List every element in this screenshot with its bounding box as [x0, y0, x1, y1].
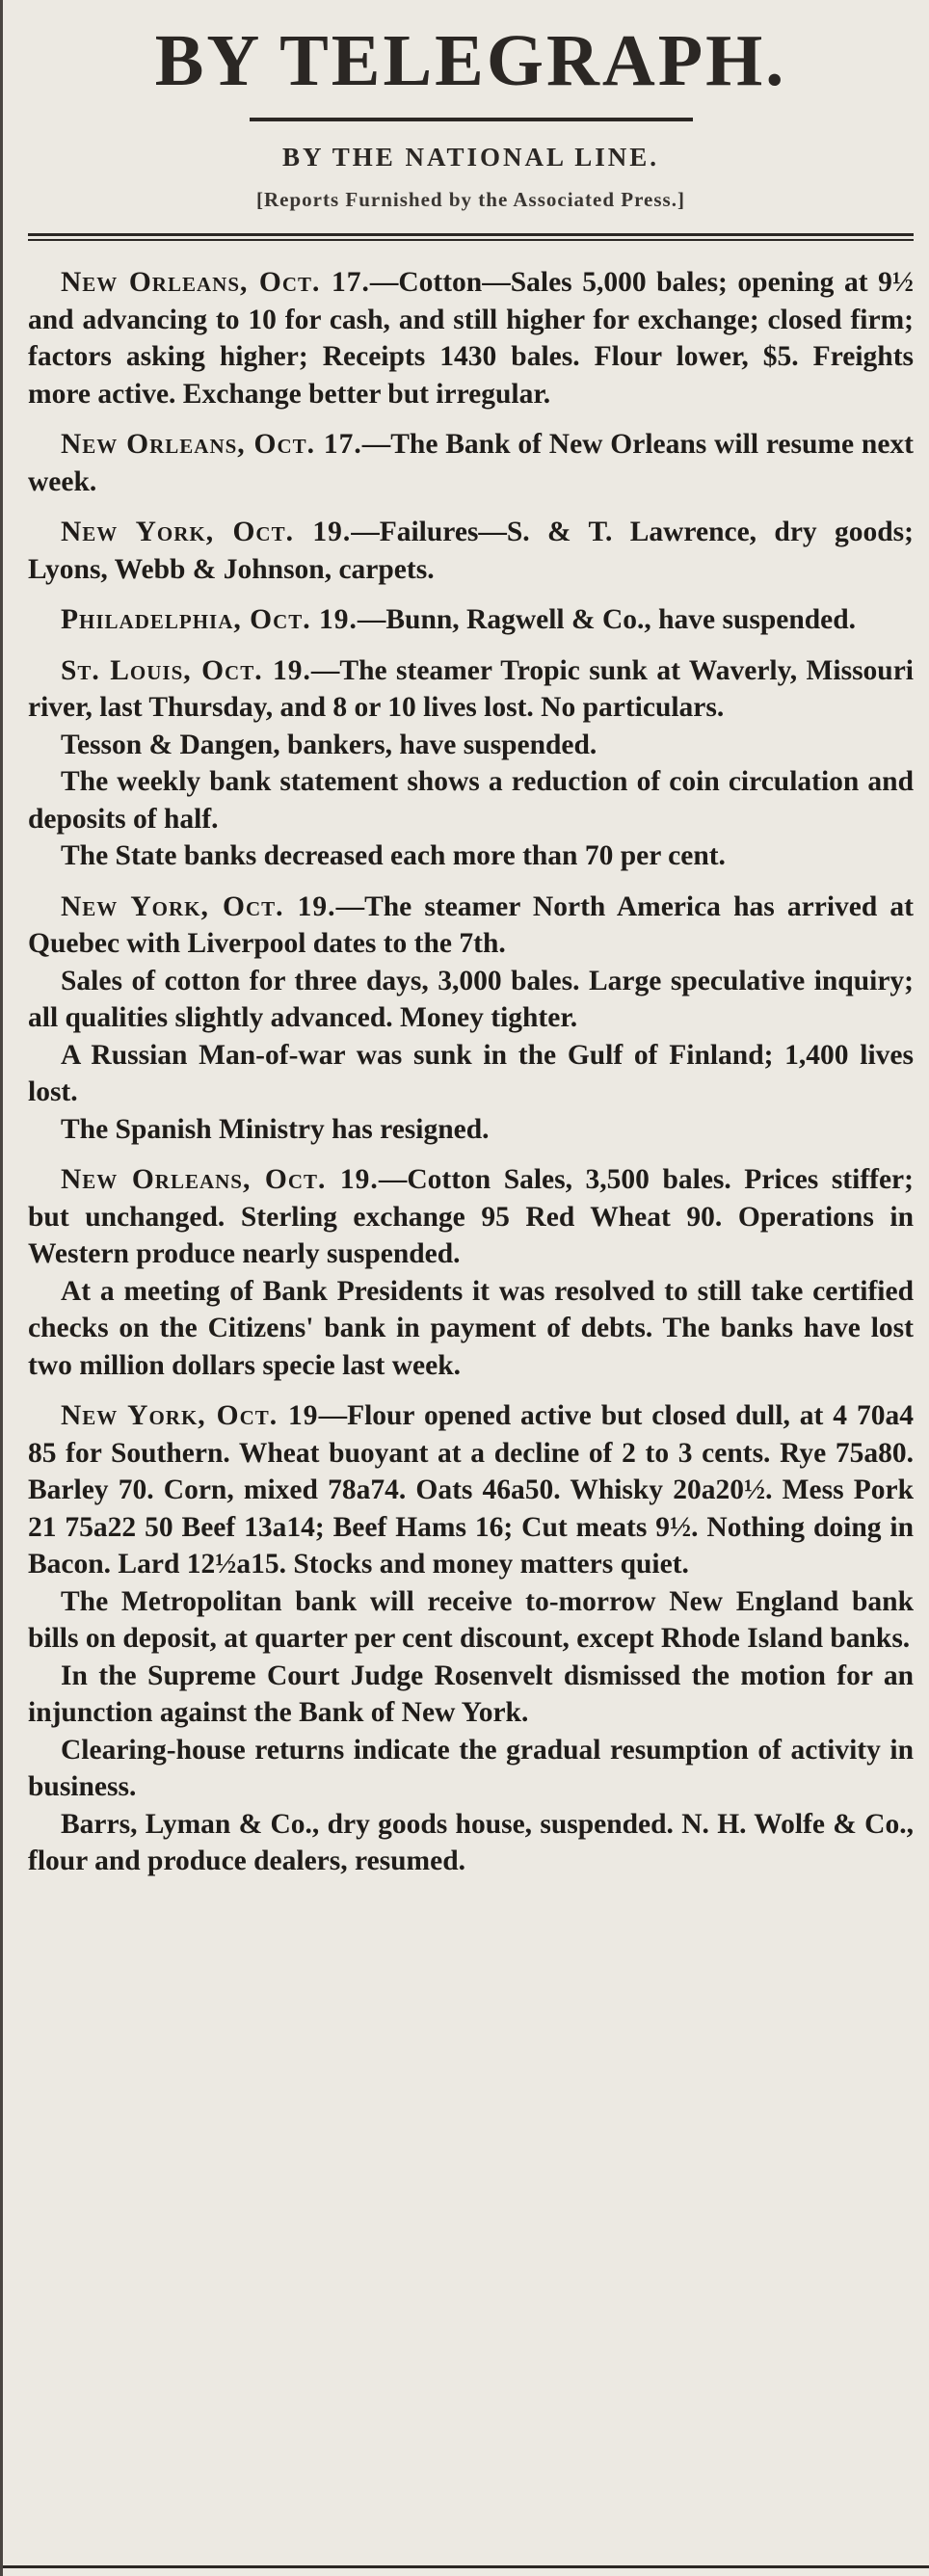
page-title: BY TELEGRAPH.	[154, 20, 787, 101]
dispatch-text: The Spanish Ministry has resigned.	[61, 1113, 490, 1145]
dispatch-paragraph	[28, 763, 914, 837]
dispatch-item	[28, 514, 914, 588]
dispatch-text: —Cotton—Sales 5,000 bales; opening at 9½ and advancing to 10 for cash, and still higher for exchange; closed firm; factors asking higher; Receipts 1430 bales. Flour lower, $5. Freights more active. Exchange better but irregular.	[28, 267, 914, 410]
dispatch-text: The weekly bank statement shows a reduction of coin circulation and deposits of half.	[28, 766, 914, 835]
masthead	[28, 0, 914, 241]
dispatch-item	[28, 426, 914, 500]
dispatch-paragraph	[28, 1658, 914, 1732]
dispatch-item	[28, 1161, 914, 1384]
dispatch-paragraph	[28, 426, 914, 500]
dateline: New York, Oct. 19	[61, 1400, 319, 1431]
dateline: New Orleans, Oct. 17.	[61, 429, 362, 460]
dispatch-text: The State banks decreased each more than 70 per cent.	[61, 840, 726, 871]
dispatch-text: Tesson & Dangen, bankers, have suspended.	[61, 729, 597, 760]
dateline: Philadelphia, Oct. 19.	[61, 604, 358, 635]
dispatch-text: —The steamer North America has arrived at Quebec with Liverpool dates to the 7th.	[28, 890, 914, 959]
dispatch-paragraph	[28, 1037, 914, 1111]
dispatch-text: Sales of cotton for three days, 3,000 bales. Large speculative inquiry; all qualities slightly advanced. Money tighter.	[28, 965, 914, 1033]
dispatch-item	[28, 1397, 914, 1880]
dateline: St. Louis, Oct. 19.	[61, 654, 311, 686]
dispatch-paragraph	[28, 1273, 914, 1385]
dateline: New York, Oct. 19.	[61, 517, 352, 547]
dispatch-paragraph	[28, 1161, 914, 1273]
source-credit: [Reports Furnished by the Associated Press.]	[256, 188, 685, 211]
dispatch-paragraph	[28, 963, 914, 1037]
dispatch-paragraph	[28, 727, 914, 764]
dispatch-paragraph	[28, 837, 914, 875]
subtitle: BY THE NATIONAL LINE.	[281, 143, 660, 172]
dispatch-text: —Flour opened active but closed dull, at 4 70a4 85 for Southern. Wheat buoyant at a decline of 2 to 3 cents. Rye 75a80. Barley 70. Corn, mixed 78a74. Oats 46a50. Whisky 20a20½. Mess Pork 21 75a22 50 Beef 13a14; Beef Hams 16; Cut meats 9½. Nothing doing in Bacon. Lard 12½a15. Stocks and money matters quiet.	[28, 1400, 914, 1580]
dispatch-text: —Bunn, Ragwell & Co., have suspended.	[357, 604, 857, 635]
dateline: New York, Oct. 19.	[61, 890, 336, 922]
dispatch-text: —The steamer Tropic sunk at Waverly, Missouri river, last Thursday, and 8 or 10 lives lost. No particulars.	[28, 654, 914, 723]
dispatch-paragraph	[28, 652, 914, 727]
dateline: New Orleans, Oct. 17.	[61, 267, 370, 298]
dispatch-paragraph	[28, 1583, 914, 1658]
dispatch-text: —Cotton Sales, 3,500 bales. Prices stiffer; but unchanged. Sterling exchange 95 Red Wheat 90. Operations in Western produce nearly suspended.	[28, 1164, 914, 1269]
dispatch-paragraph	[28, 601, 914, 639]
dispatch-item	[28, 264, 914, 412]
dispatch-text: Clearing-house returns indicate the gradual resumption of activity in business.	[28, 1734, 914, 1802]
dispatch-paragraph	[28, 1806, 914, 1880]
dispatch-paragraph	[28, 1111, 914, 1149]
dispatch-paragraph	[28, 889, 914, 963]
dispatch-list	[28, 264, 914, 1880]
dispatch-item	[28, 652, 914, 875]
dispatch-text: —Failures—S. & T. Lawrence, dry goods; Lyons, Webb & Johnson, carpets.	[28, 517, 914, 585]
footer-rule	[3, 2565, 929, 2568]
dispatch-text: In the Supreme Court Judge Rosenvelt dismissed the motion for an injunction against the Bank of New York.	[28, 1660, 914, 1728]
dispatch-text: At a meeting of Bank Presidents it was resolved to still take certified checks on the Citizens' bank in payment of debts. The banks have lost two million dollars specie last week.	[28, 1275, 914, 1381]
dispatch-text: Barrs, Lyman & Co., dry goods house, suspended. N. H. Wolfe & Co., flour and produce dealers, resumed.	[28, 1808, 914, 1876]
dispatch-item	[28, 889, 914, 1149]
title-rule	[250, 118, 693, 121]
dispatch-item	[28, 601, 914, 639]
dispatch-paragraph	[28, 264, 914, 412]
dispatch-text: —The Bank of New Orleans will resume next week.	[28, 429, 914, 497]
dispatch-paragraph	[28, 1732, 914, 1806]
dispatch-text: The Metropolitan bank will receive to-morrow New England bank bills on deposit, at quarter per cent discount, except Rhode Island banks.	[28, 1585, 914, 1654]
header-double-rule	[28, 233, 914, 241]
dateline: New Orleans, Oct. 19.	[61, 1164, 379, 1195]
dispatch-text: A Russian Man-of-war was sunk in the Gulf of Finland; 1,400 lives lost.	[28, 1039, 914, 1107]
dispatch-paragraph	[28, 514, 914, 588]
dispatch-paragraph	[28, 1397, 914, 1583]
